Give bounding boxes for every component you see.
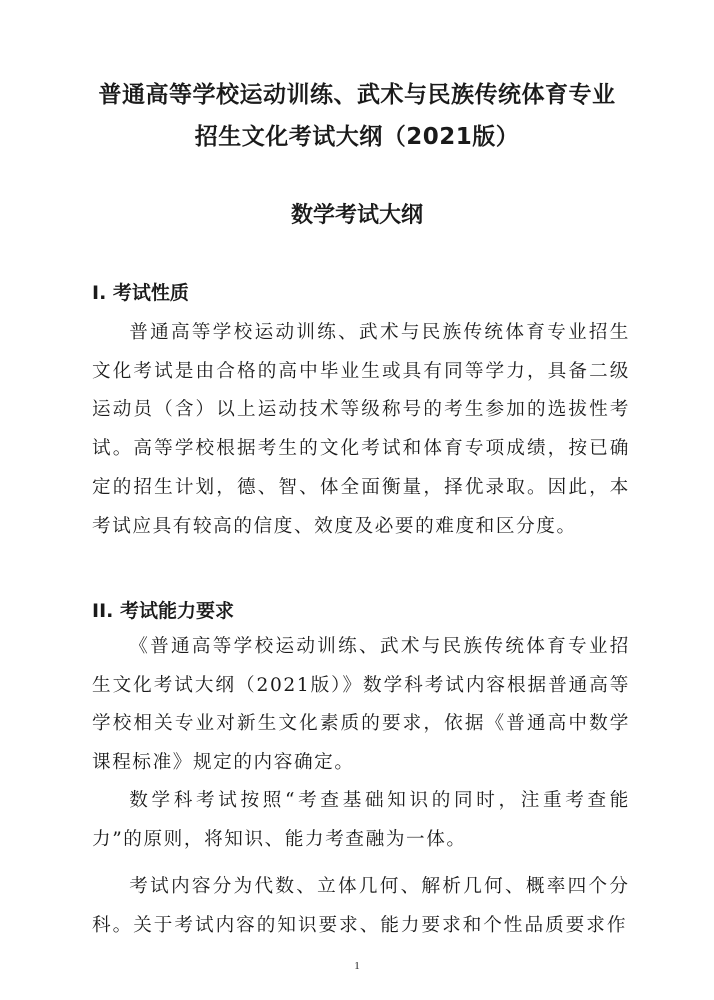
paragraph-ability-principle: 数学科考试按照“考查基础知识的同时，注重考查能力”的原则，将知识、能力考查融为一体。 (92, 790, 630, 850)
page-number: 1 (354, 960, 360, 972)
paragraph-exam-nature: 普通高等学校运动训练、武术与民族传统体育专业招生文化考试是由合格的高中毕业生或具有同等学力，具备二级运动员（含）以上运动技术等级称号的考生参加的选拔性考试。高等学校根据考生的文化考试和体育专项成绩，按已确定的招生计划，德、智、体全面衡量，择优录取。因此，本考试应具有较高的信度、效度及必要的难度和区分度。 (92, 322, 630, 537)
section-heading-ability: II. 考试能力要求 (92, 600, 234, 622)
section-heading-nature: I. 考试性质 (92, 282, 189, 304)
paragraph-ability-basis: 《普通高等学校运动训练、武术与民族传统体育专业招生文化考试大纲（2021版）》数学科考试内容根据普通高等学校相关专业对新生文化素质的要求，依据《普通高中数学课程标准》规定的内容确定。 (92, 636, 630, 774)
paragraph-exam-content: 考试内容分为代数、立体几何、解析几何、概率四个分科。关于考试内容的知识要求、能力要求和个性品质要求作 (92, 876, 630, 936)
document-title-line-2: 招生文化考试大纲（2021版） (194, 124, 520, 150)
document-subtitle: 数学考试大纲 (290, 203, 423, 228)
document-title-line-1: 普通高等学校运动训练、武术与民族传统体育专业 (98, 82, 616, 108)
